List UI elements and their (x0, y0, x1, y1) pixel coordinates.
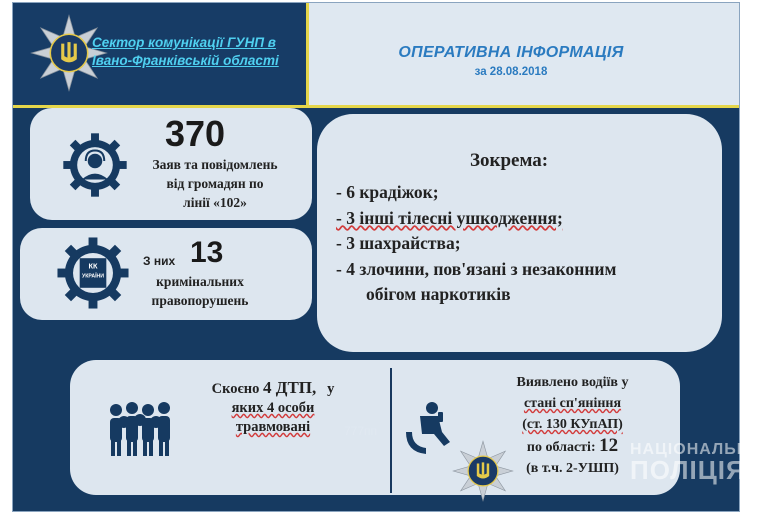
dtp-line1 (188, 378, 358, 399)
watermark-line1: НАЦІОНАЛЬНА (630, 441, 762, 458)
calls-description (135, 155, 295, 212)
list-item-continuation: обігом наркотиків (366, 284, 511, 304)
crimes-prefix: З них (143, 254, 176, 268)
list-item: - 4 злочини, пов'язані з незаконним (336, 258, 617, 279)
drivers-line5: (в т.ч. 2-УШП) (526, 461, 619, 476)
operator-headset-gear-icon (62, 132, 128, 198)
traffic-accidents-text (188, 378, 358, 437)
dtp-count: 4 ДТП, (263, 378, 317, 397)
report-date: за 28.08.2018 (474, 66, 548, 78)
list-item: - 6 крадіжок; (336, 182, 439, 202)
crimes-description (130, 272, 270, 310)
calls-line3: лінії «102» (183, 195, 247, 210)
dtp-connector: у (327, 381, 335, 397)
criminal-code-book-gear-icon (56, 236, 130, 310)
page-title: ОПЕРАТИВНА ІНФОРМАЦІЯ (398, 44, 624, 61)
crimes-line1: кримінальних (156, 274, 244, 289)
drivers-count: 12 (599, 435, 619, 456)
traffic-divider (390, 368, 392, 493)
sector-title (92, 34, 302, 70)
watermark (630, 440, 762, 485)
watermark-line2: ПОЛІЦІЯ (630, 455, 746, 485)
sector-title-line2: Івано-Франківській області (92, 53, 279, 68)
dtp-prefix: Скоєно (211, 381, 260, 397)
list-item: - 3 інші тілесні ушкодження; (336, 207, 563, 228)
police-badge-small-icon (452, 440, 514, 502)
overlay-number: 777пп (344, 424, 378, 438)
drivers-line2: стані сп'яніння (523, 396, 622, 411)
sector-title-line1: Сектор комунікації ГУНП в (92, 35, 276, 50)
calls-line2: від громадян по (166, 176, 264, 191)
crimes-count: 13 (190, 236, 224, 269)
injured-people-group-icon (104, 398, 182, 458)
calls-line1: Заяв та повідомлень (152, 157, 278, 172)
book-label-kk: КК (88, 261, 98, 271)
drivers-line1: Виявлено водіїв у (516, 375, 629, 390)
drunk-driver-icon (398, 398, 458, 458)
crimes-line2: правопорушень (151, 293, 249, 308)
details-list (336, 180, 716, 308)
list-item: - 3 шахрайства; (336, 233, 461, 253)
calls-count: 370 (165, 113, 226, 154)
book-label-ukrainy: УКРАЇНИ (82, 273, 104, 280)
details-heading: Зокрема: (470, 150, 549, 171)
dtp-line2: яких 4 особи (231, 400, 315, 416)
drivers-line3: (ст. 130 КУпАП) (522, 417, 623, 432)
dtp-line3: травмовані (235, 419, 311, 435)
drivers-prefix: по області: (526, 440, 596, 455)
